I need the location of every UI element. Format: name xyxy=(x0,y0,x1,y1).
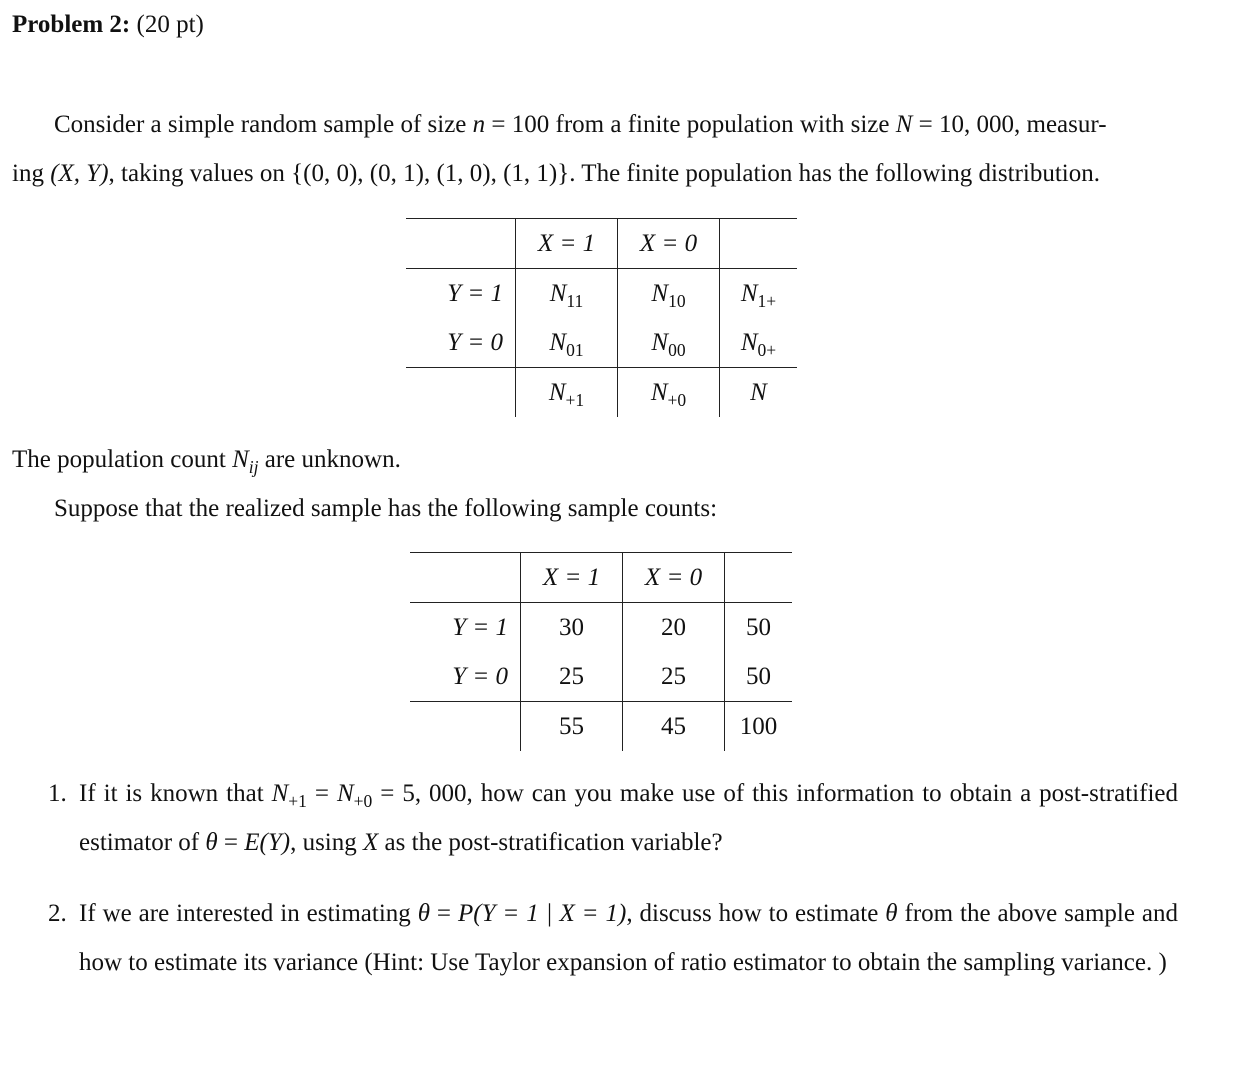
math-n: n xyxy=(472,111,486,138)
question-text: If we are interested in estimating θ = P(Y = 1 | X = 1), discuss how to estimate θ from the above sample and how to estimate its variance (Hint: Use Taylor expansion of ratio estimator to obtain the sampling variance. ) xyxy=(79,900,1178,976)
table-header-row xyxy=(410,553,792,603)
table-cell: $N_{00}$ xyxy=(618,318,720,368)
problem-points: (20 pt) xyxy=(136,11,204,38)
table-cell: 50 xyxy=(746,662,771,690)
intro-text: . The finite population has the following distribution. xyxy=(569,160,1100,187)
intro-text: , taking values on xyxy=(108,160,292,187)
table-cell: 50 xyxy=(725,603,793,653)
math-xy: (X, Y) xyxy=(50,160,109,187)
math-Nij: $N_{ij}$ xyxy=(232,446,259,478)
intro-line-2 xyxy=(12,161,1100,186)
sample-intro: Suppose that the realized sample has the following sample counts: xyxy=(54,495,718,522)
problem-heading xyxy=(12,12,204,37)
intro-line-1 xyxy=(54,112,1107,137)
question-1 xyxy=(48,769,1178,867)
problem-title: Problem 2: xyxy=(12,11,131,38)
table-cell: $N_{11}$ xyxy=(516,269,618,319)
row-label: Y = 1 xyxy=(406,269,516,319)
intro-text: from a finite population with size xyxy=(549,111,896,138)
math-n-value: = 100 xyxy=(485,111,550,138)
table-cell: 20 xyxy=(623,603,725,653)
sample-table xyxy=(410,552,792,751)
table-header-row xyxy=(406,219,797,269)
col-header xyxy=(720,219,798,269)
table-totals-row xyxy=(410,702,792,752)
table-cell: 25 xyxy=(623,652,725,702)
total-cell: 100 xyxy=(725,702,793,752)
total-cell: 55 xyxy=(521,702,623,752)
question-text: If it is known that $N_{+1} = N_{+0} = 5$, 000, how can you make use of this information to obtain a post-stratified estimator of θ = E(Y), using X as the post-stratification variable? xyxy=(79,780,1178,856)
table-row xyxy=(406,269,797,319)
table-totals-row xyxy=(406,368,797,418)
table-cell: $N_{10}$ xyxy=(618,269,720,319)
col-header: X = 0 xyxy=(618,219,720,269)
col-header xyxy=(725,553,793,603)
intro-text: ing xyxy=(12,160,51,187)
intro-text: , measur- xyxy=(1014,111,1107,138)
table-cell: $N_{0+}$ xyxy=(740,328,777,360)
math-N: N xyxy=(895,111,913,138)
math-value-set: {(0, 0), (0, 1), (1, 0), (1, 1)} xyxy=(291,160,570,187)
question-2 xyxy=(48,889,1178,987)
question-number: 1. xyxy=(48,780,67,807)
total-cell: $N_{+1}$ xyxy=(516,368,618,418)
col-header: X = 0 xyxy=(623,553,725,603)
table-cell: 30 xyxy=(521,603,623,653)
table-cell: 25 xyxy=(521,652,623,702)
unknown-counts-note: The population count $N_{ij}$ are unknown. xyxy=(12,446,401,478)
total-cell: $N_{+0}$ xyxy=(618,368,720,418)
total-cell: N xyxy=(720,368,798,418)
col-header: X = 1 xyxy=(521,553,623,603)
col-header: X = 1 xyxy=(516,219,618,269)
row-label: Y = 0 xyxy=(406,318,516,368)
table-row xyxy=(406,318,797,368)
question-number: 2. xyxy=(48,900,67,927)
table-cell: $N_{1+}$ xyxy=(720,269,798,319)
population-table xyxy=(406,218,797,417)
table-row xyxy=(410,652,792,702)
total-cell: 45 xyxy=(623,702,725,752)
row-label: Y = 1 xyxy=(410,603,521,653)
intro-text: Consider a simple random sample of size xyxy=(54,111,473,138)
math-N-value: = 10, 000 xyxy=(912,111,1015,138)
row-label: Y = 0 xyxy=(410,652,521,702)
table-row xyxy=(410,603,792,653)
table-cell: $N_{01}$ xyxy=(516,318,618,368)
